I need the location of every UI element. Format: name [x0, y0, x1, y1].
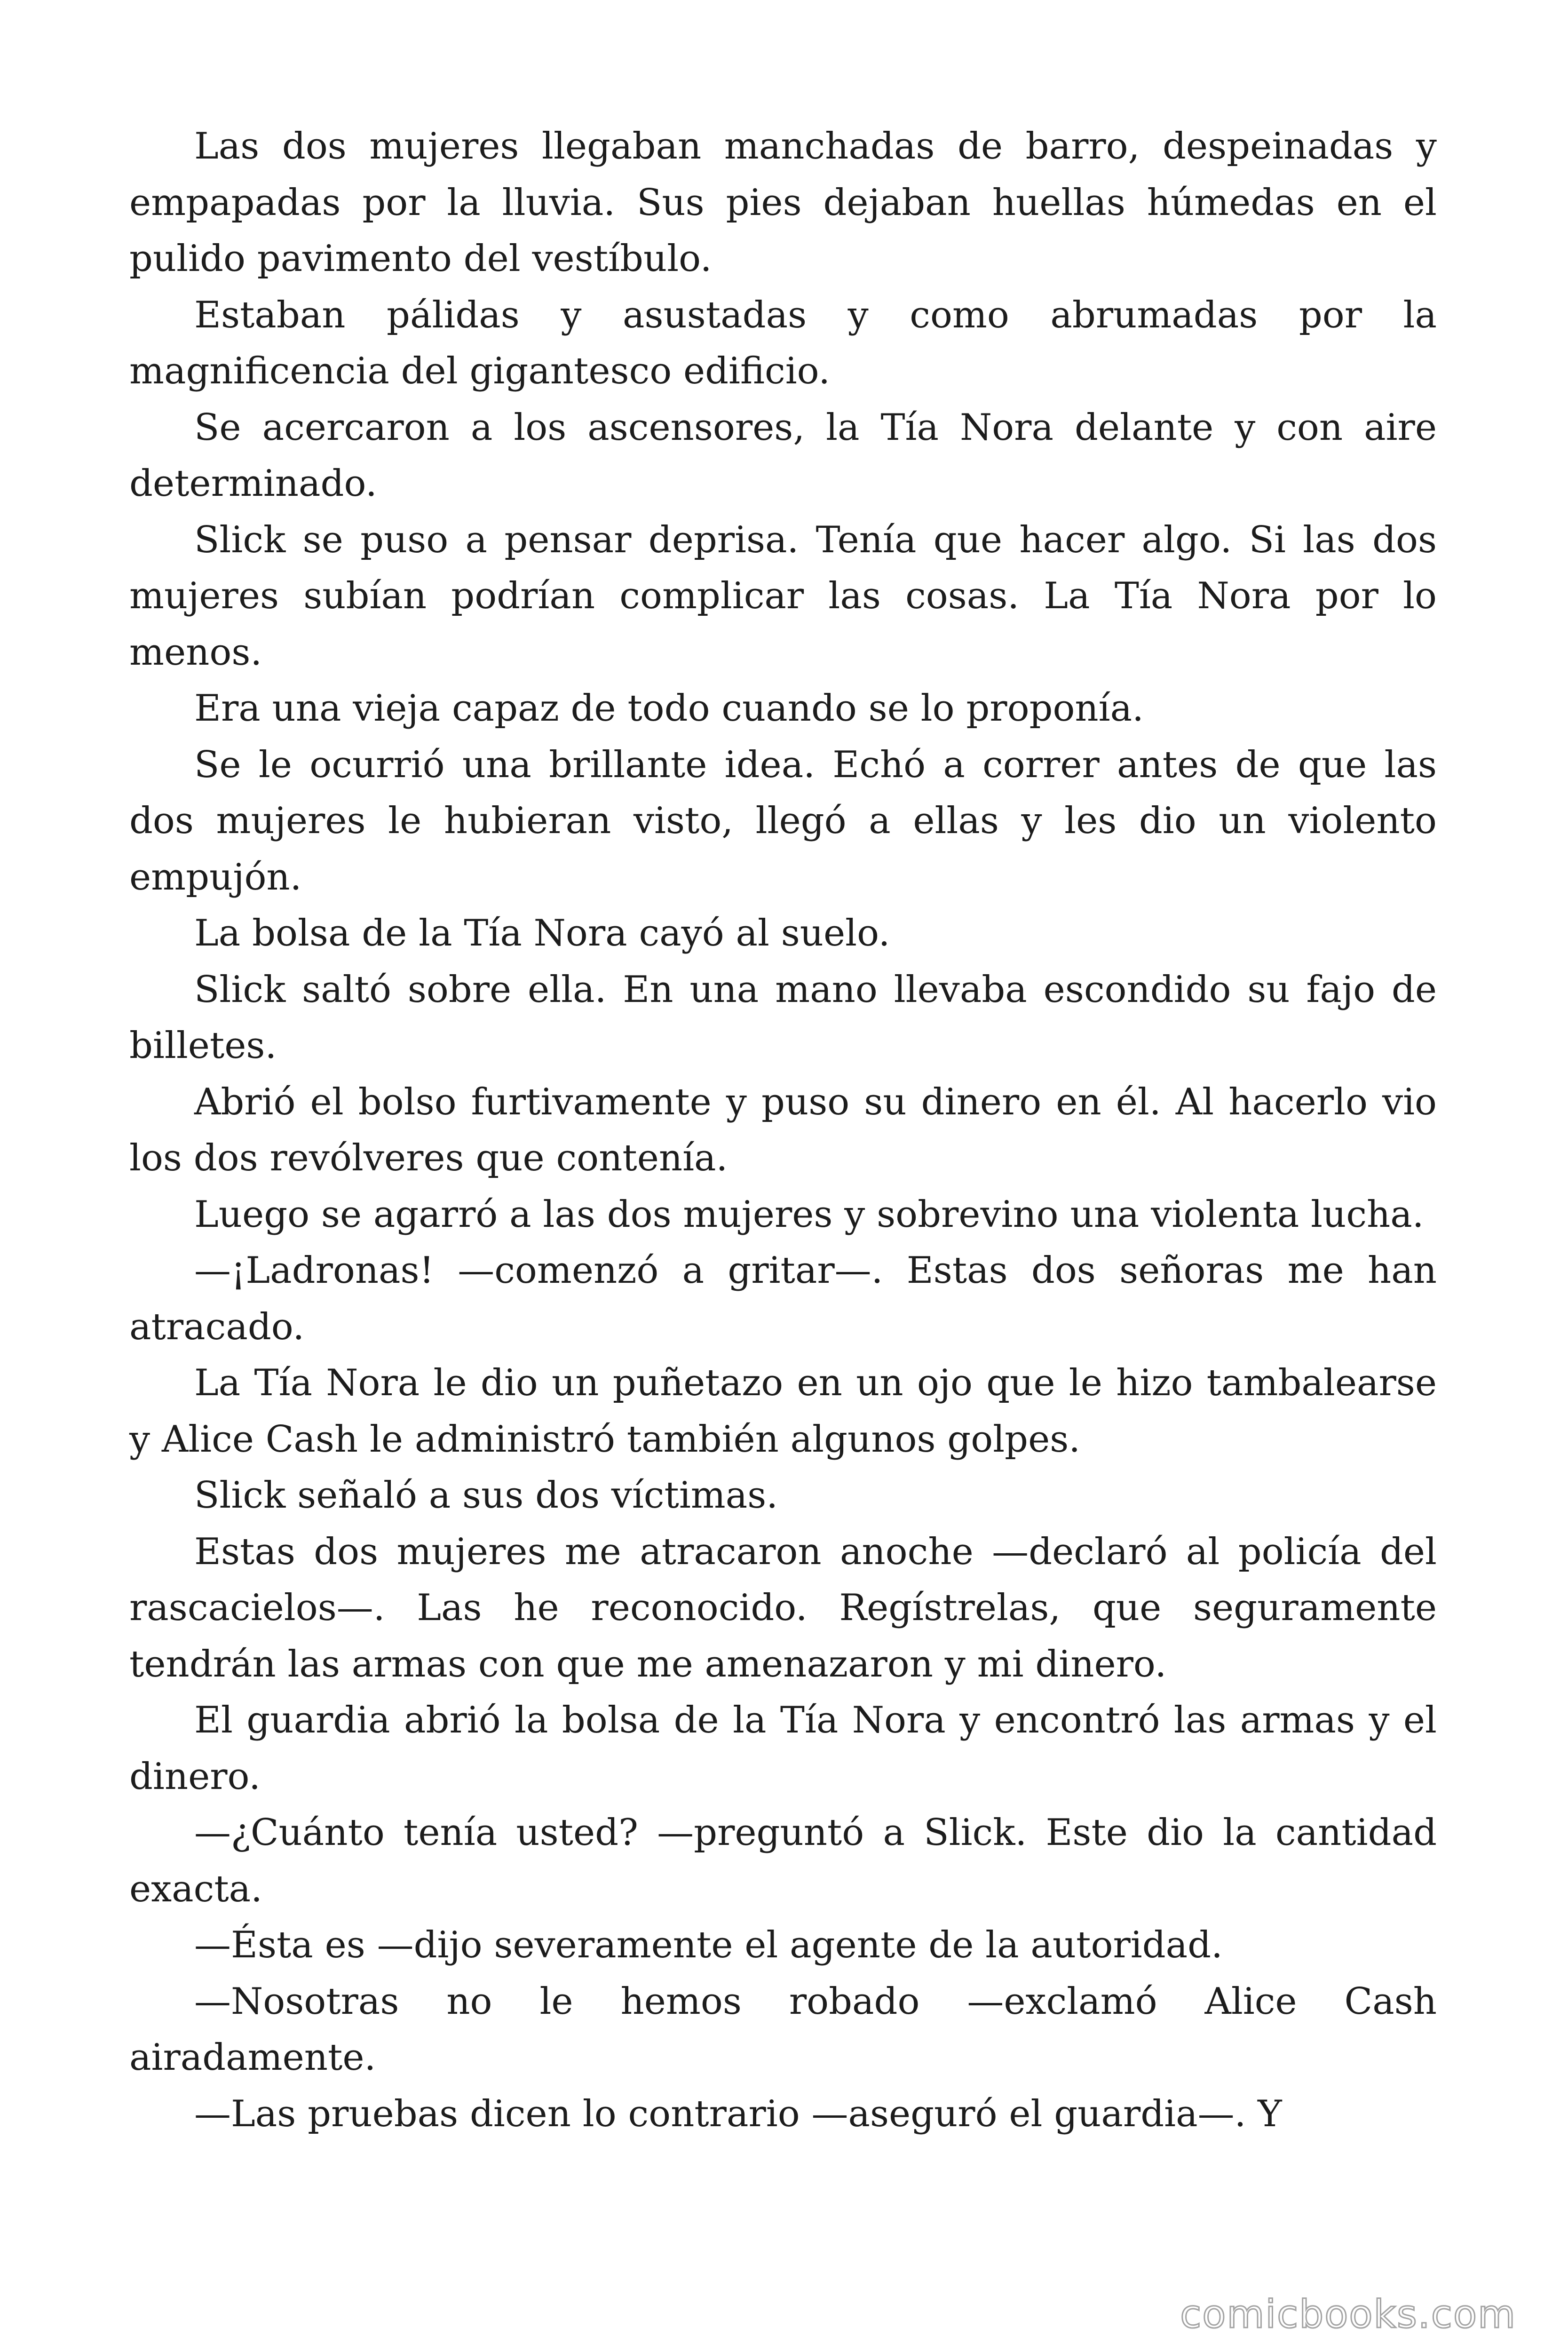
paragraph: La Tía Nora le dio un puñetazo en un ojo que le hizo tambalearse y Alice Cash le administró también algunos golpes. — [129, 1362, 1437, 1461]
paragraph: —Nosotras no le hemos robado —exclamó Alice Cash airadamente. — [129, 1980, 1437, 2079]
paragraph: Se acercaron a los ascensores, la Tía Nora delante y con aire determinado. — [129, 406, 1437, 505]
paragraph: —¿Cuánto tenía usted? —preguntó a Slick. Este dio la cantidad exacta. — [129, 1812, 1437, 1910]
paragraph: —¡Ladronas! —comenzó a gritar—. Estas dos señoras me han atracado. — [129, 1249, 1437, 1348]
paragraph: Slick saltó sobre ella. En una mano llevaba escondido su fajo de billetes. — [129, 968, 1437, 1067]
page-body-text — [129, 119, 1437, 2142]
watermark: comicbooks.com — [1180, 2292, 1516, 2337]
paragraph: Estaban pálidas y asustadas y como abrumadas por la magnificencia del gigantesco edificio. — [129, 294, 1437, 392]
paragraph: —Las pruebas dicen lo contrario —aseguró el guardia—. Y — [194, 2092, 1282, 2135]
paragraph: Slick se puso a pensar deprisa. Tenía que hacer algo. Si las dos mujeres subían podrían complicar las cosas. La Tía Nora por lo menos. — [129, 518, 1437, 674]
paragraph: Slick señaló a sus dos víctimas. — [194, 1474, 778, 1517]
paragraph: Era una vieja capaz de todo cuando se lo proponía. — [194, 687, 1144, 730]
paragraph: Estas dos mujeres me atracaron anoche —declaró al policía del rascacielos—. Las he reconocido. Regístrelas, que seguramente tendrán las armas con que me amenazaron y mi dinero. — [129, 1530, 1437, 1685]
paragraph: Se le ocurrió una brillante idea. Echó a correr antes de que las dos mujeres le hubieran visto, llegó a ellas y les dio un violento empujón. — [129, 743, 1437, 898]
paragraph: Luego se agarró a las dos mujeres y sobrevino una violenta lucha. — [194, 1193, 1424, 1236]
paragraph: La bolsa de la Tía Nora cayó al suelo. — [194, 912, 890, 954]
paragraph: —Ésta es —dijo severamente el agente de la autoridad. — [194, 1924, 1223, 1966]
paragraph: El guardia abrió la bolsa de la Tía Nora y encontró las armas y el dinero. — [129, 1699, 1437, 1798]
paragraph: Las dos mujeres llegaban manchadas de barro, despeinadas y empapadas por la lluvia. Sus pies dejaban huellas húmedas en el pulido pavimento del vestíbulo. — [129, 125, 1437, 280]
paragraph: Abrió el bolso furtivamente y puso su dinero en él. Al hacerlo vio los dos revólveres que contenía. — [129, 1081, 1437, 1179]
